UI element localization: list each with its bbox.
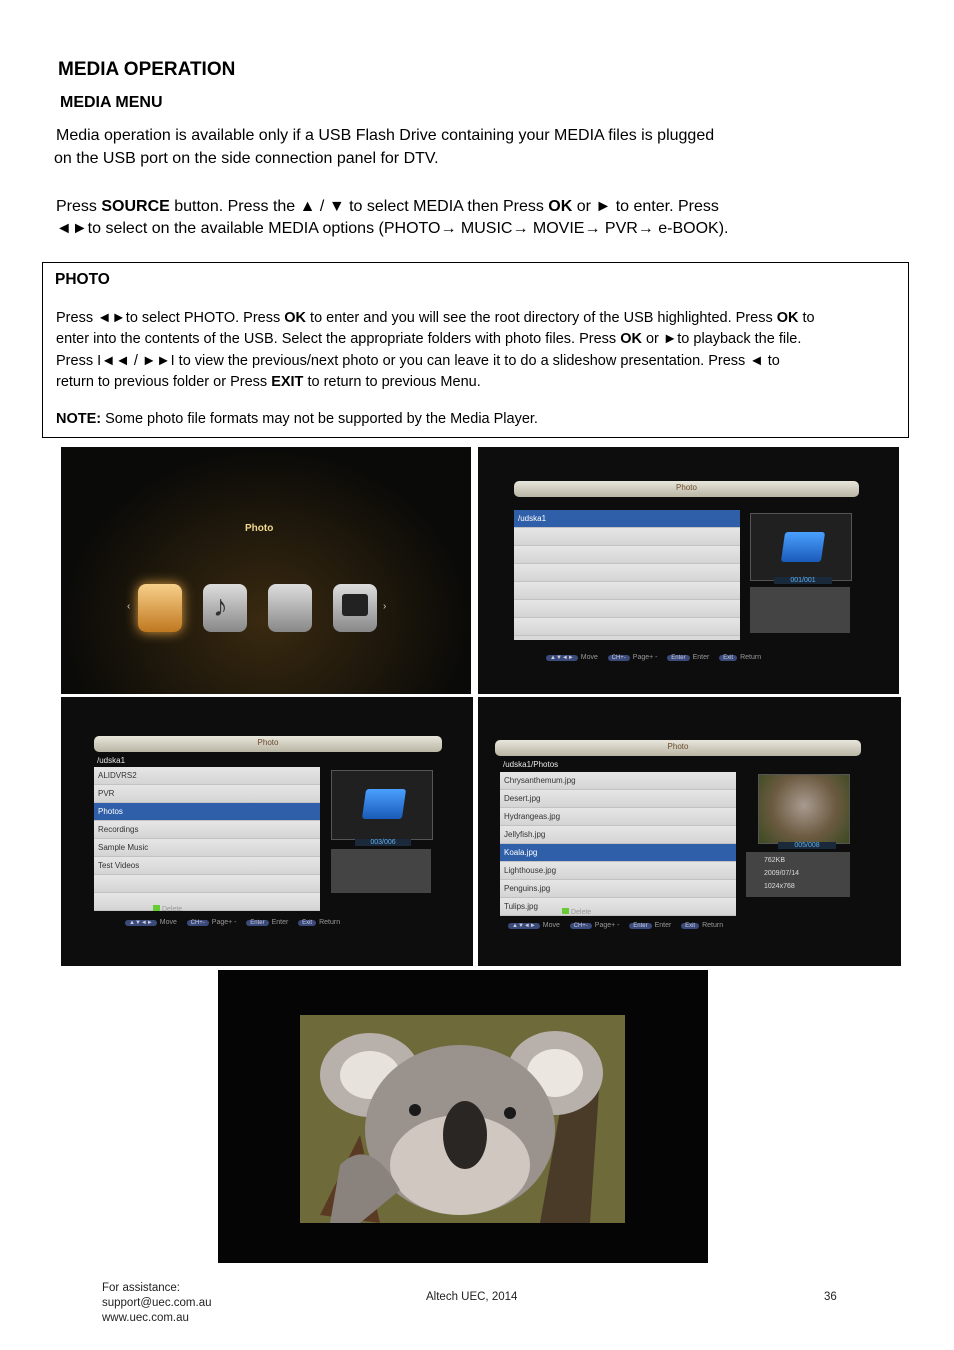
koala-image bbox=[300, 1015, 625, 1223]
photo-instructions-box bbox=[42, 262, 909, 438]
current-path: /udska1/Photos bbox=[503, 760, 559, 769]
page-title: MEDIA OPERATION bbox=[58, 59, 236, 80]
pvr-media-icon bbox=[333, 584, 377, 632]
footer-assist: For assistance: support@uec.com.au www.uec.com.au bbox=[102, 1282, 212, 1324]
browser-title-bar: Photo bbox=[514, 481, 859, 497]
file-list bbox=[500, 772, 736, 911]
chevron-right-icon: › bbox=[383, 601, 387, 612]
root-directory-screenshot bbox=[478, 447, 899, 694]
browser-title-bar: Photo bbox=[495, 740, 861, 756]
item-counter: 005/008 bbox=[778, 842, 836, 849]
info-pane bbox=[750, 587, 850, 633]
delete-hint: Delete bbox=[562, 908, 591, 916]
footer-company: Altech UEC, 2014 bbox=[426, 1291, 518, 1303]
browser-title-bar: Photo bbox=[94, 736, 442, 752]
list-item[interactable]: Tulips.jpg bbox=[500, 898, 736, 916]
list-item[interactable]: Koala.jpg bbox=[500, 844, 736, 862]
item-counter: 003/006 bbox=[355, 839, 411, 846]
key-hints: ▲▼◄► Move CH+- Page+ - Enter Enter Exit Return bbox=[546, 654, 761, 661]
media-menu-screenshot bbox=[61, 447, 471, 694]
file-list bbox=[94, 767, 320, 903]
preview-pane bbox=[331, 770, 433, 840]
info-pane bbox=[746, 852, 850, 897]
list-item[interactable]: Photos bbox=[94, 803, 320, 821]
folder-list-screenshot bbox=[61, 697, 473, 966]
intro-line-1: Media operation is available only if a USB Flash Drive containing your MEDIA files is plugged bbox=[56, 127, 715, 144]
photo-date: 2009/07/14 bbox=[764, 870, 800, 877]
list-item[interactable]: Jellyfish.jpg bbox=[500, 826, 736, 844]
photo-box-line-1: Press ◄►to select PHOTO. Press OK to enter and you will see the root directory of the USB highlighted. Press OK to bbox=[56, 310, 815, 326]
photo-box-line-2: enter into the contents of the USB. Select the appropriate folders with photo files. Press OK or ►to playback the file. bbox=[56, 331, 802, 347]
list-item[interactable]: Test Videos bbox=[94, 857, 320, 875]
list-item[interactable]: PVR bbox=[94, 785, 320, 803]
list-item[interactable]: Sample Music bbox=[94, 839, 320, 857]
media-menu-label: Photo bbox=[245, 523, 274, 534]
folder-icon bbox=[362, 789, 406, 819]
photo-playback-screenshot bbox=[218, 970, 708, 1263]
koala-thumbnail bbox=[758, 774, 850, 844]
press-line-2: ◄►to select on the available MEDIA options (PHOTO→ MUSIC→ MOVIE→ PVR→ e-BOOK). bbox=[56, 220, 729, 237]
chevron-left-icon: ‹ bbox=[127, 601, 131, 612]
info-pane bbox=[331, 849, 431, 893]
photo-media-icon bbox=[138, 584, 182, 632]
photo-box-title: PHOTO bbox=[55, 271, 110, 288]
preview-pane bbox=[750, 513, 852, 581]
list-item[interactable]: Hydrangeas.jpg bbox=[500, 808, 736, 826]
music-media-icon: ♪ bbox=[203, 584, 247, 632]
current-path: /udska1 bbox=[97, 756, 126, 765]
list-item[interactable]: ALIDVRS2 bbox=[94, 767, 320, 785]
koala-photo bbox=[300, 1015, 625, 1223]
key-hints: ▲▼◄► Move CH+- Page+ - Enter Enter Exit Return bbox=[508, 922, 723, 929]
page-number: 36 bbox=[824, 1291, 837, 1303]
folder-icon bbox=[781, 532, 825, 562]
item-counter: 001/001 bbox=[774, 577, 832, 584]
photo-size: 762KB bbox=[764, 857, 786, 864]
section-subtitle: MEDIA MENU bbox=[60, 94, 163, 111]
list-item[interactable]: Chrysanthemum.jpg bbox=[500, 772, 736, 790]
photo-box-line-4: return to previous folder or Press EXIT to return to previous Menu. bbox=[56, 374, 481, 390]
photo-box-line-3: Press I◄◄ / ►►I to view the previous/next photo or you can leave it to do a slideshow presentation. Press ◄ to bbox=[56, 353, 780, 369]
list-item[interactable]: Lighthouse.jpg bbox=[500, 862, 736, 880]
photo-box-note: NOTE: Some photo file formats may not be supported by the Media Player. bbox=[56, 411, 538, 427]
delete-hint: Delete bbox=[153, 905, 182, 913]
intro-line-2: on the USB port on the side connection panel for DTV. bbox=[54, 150, 439, 167]
movie-media-icon bbox=[268, 584, 312, 632]
list-item[interactable]: /udska1 bbox=[514, 510, 740, 528]
list-item[interactable]: Penguins.jpg bbox=[500, 880, 736, 898]
list-item[interactable]: Recordings bbox=[94, 821, 320, 839]
photo-resolution: 1024x768 bbox=[764, 883, 795, 890]
press-line-1: Press SOURCE button. Press the ▲ / ▼ to select MEDIA then Press OK or ► to enter. Press bbox=[56, 198, 719, 215]
photo-list-screenshot bbox=[478, 697, 901, 966]
key-hints: ▲▼◄► Move CH+- Page+ - Enter Enter Exit Return bbox=[125, 919, 340, 926]
file-list bbox=[514, 510, 740, 640]
list-item[interactable]: Desert.jpg bbox=[500, 790, 736, 808]
